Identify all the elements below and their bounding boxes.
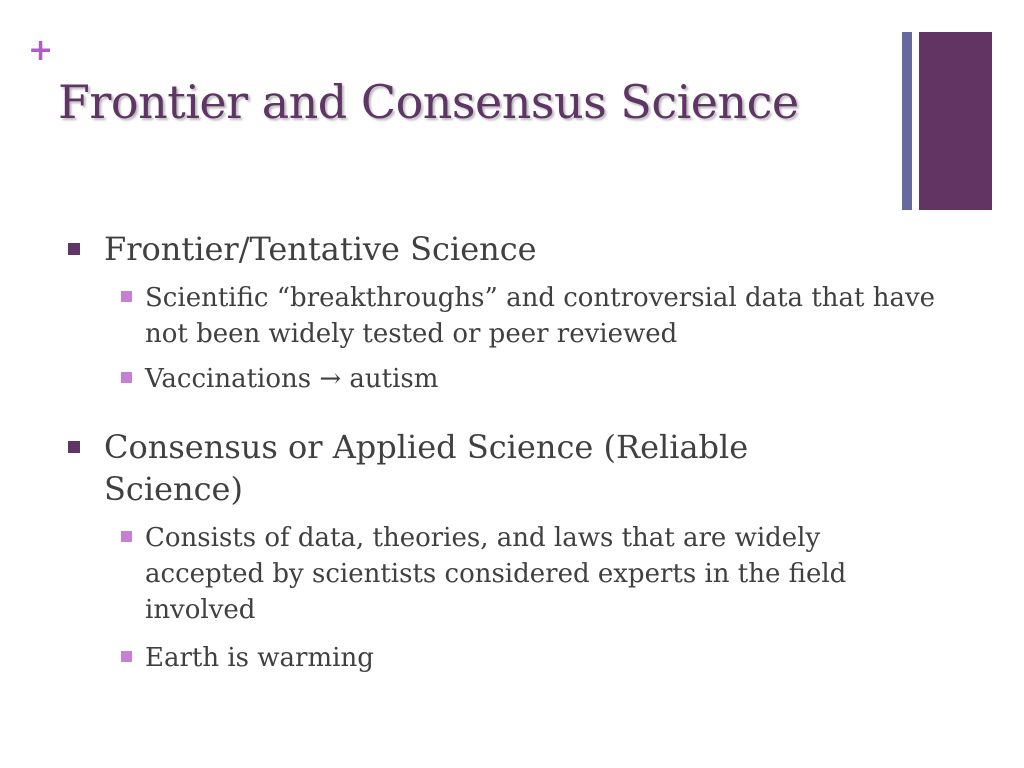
plus-icon: + xyxy=(28,33,54,68)
sub-bullet-breakthroughs: Scientific “breakthroughs” and controversial data that have not been widely tested or peer reviewed xyxy=(145,280,965,352)
sub-bullet-consists-of: Consists of data, theories, and laws that are widely accepted by scientists considered experts in the field involved xyxy=(145,520,945,628)
sub-bullet-earth-warming: Earth is warming xyxy=(145,640,965,676)
bullet-consensus-science: Consensus or Applied Science (Reliable Science) xyxy=(104,426,864,510)
bullet-frontier-science: Frontier/Tentative Science xyxy=(104,228,904,270)
sub-bullet-vaccinations: Vaccinations → autism xyxy=(145,361,965,397)
slide-title: Frontier and Consensus Science xyxy=(58,75,799,129)
